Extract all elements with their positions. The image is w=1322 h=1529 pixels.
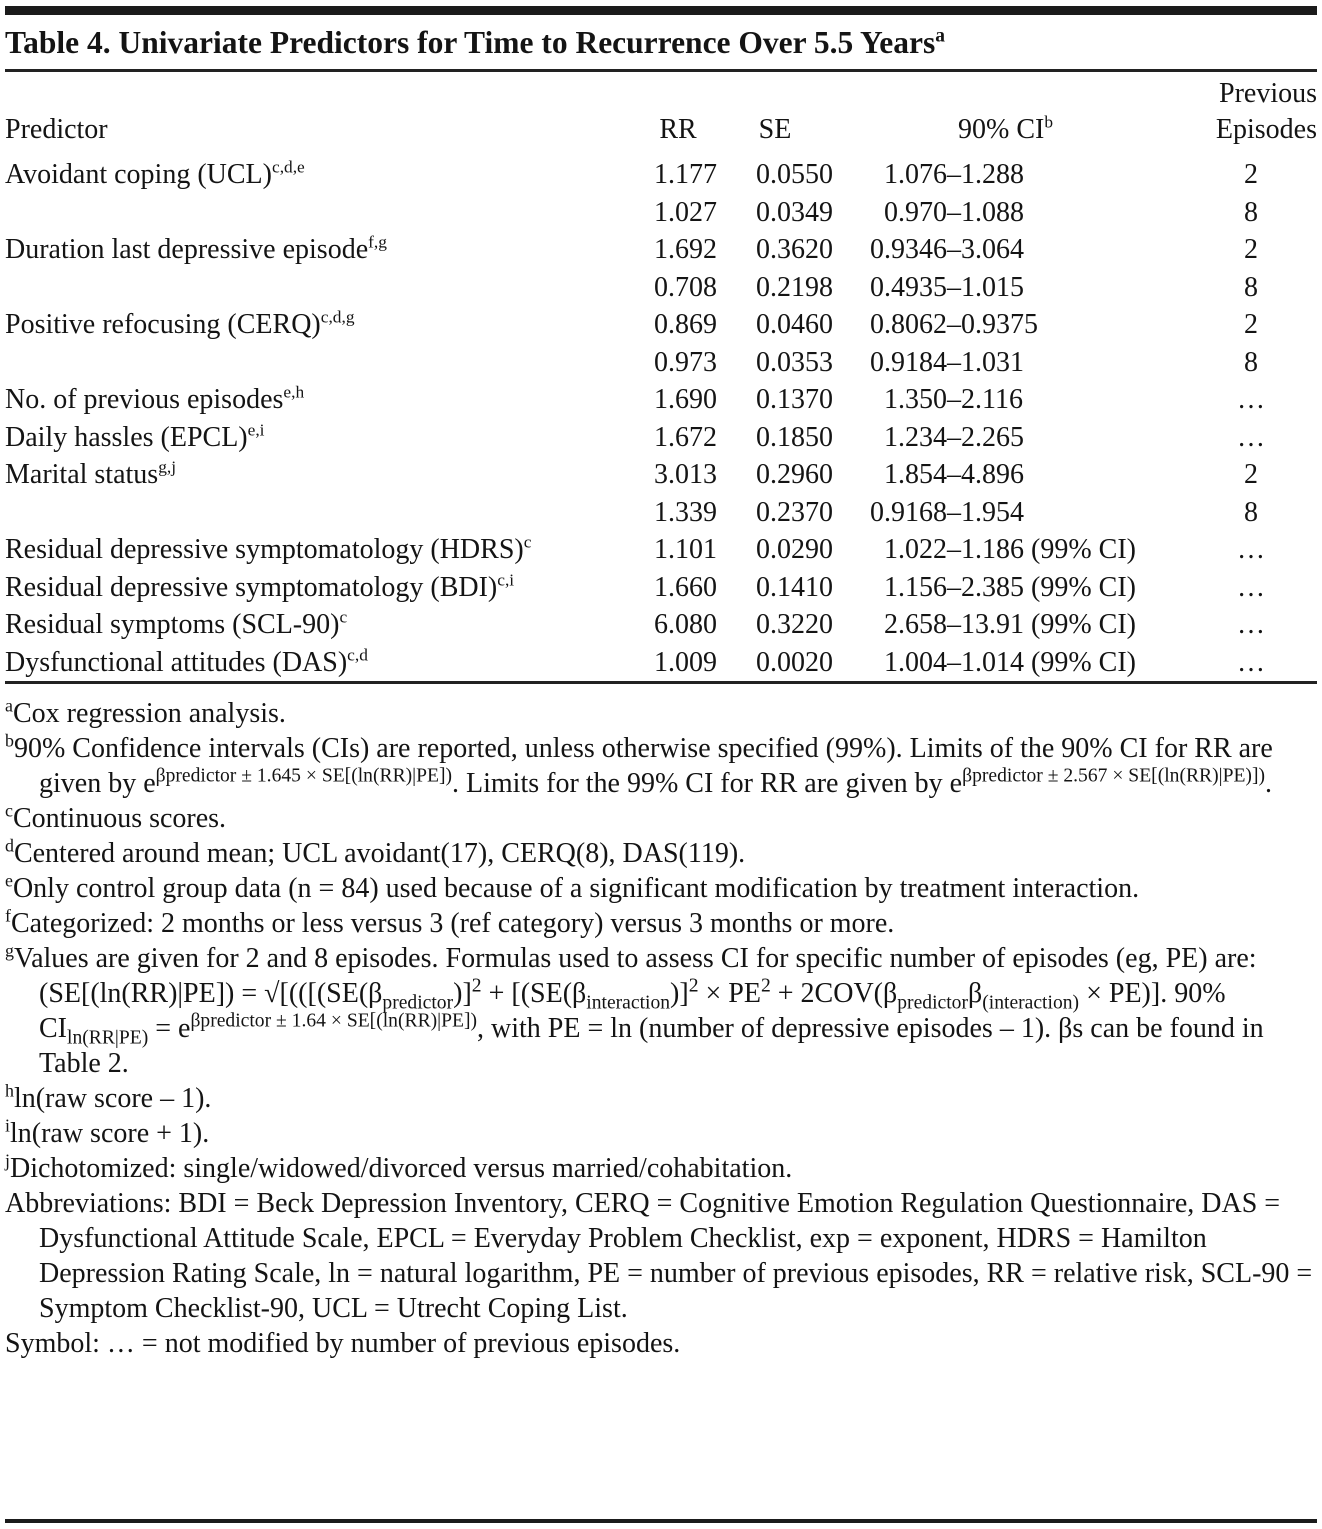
footnote-f <box>5 906 1317 941</box>
se-cell: 0.3620 <box>756 234 833 265</box>
footnote-marker: f <box>5 905 11 926</box>
rr-cell: 1.692 <box>654 234 717 265</box>
header-rr: RR <box>659 114 697 145</box>
se-cell: 0.0460 <box>756 309 833 340</box>
footnote-marker: a <box>5 695 13 716</box>
ci-high: 2.385 (99% CI) <box>961 571 1136 603</box>
predictor-cell <box>5 306 639 344</box>
footnote-h <box>5 1081 1317 1116</box>
table-row <box>5 606 1317 644</box>
footnote-i <box>5 1116 1317 1151</box>
footnote-text: Cox regression analysis. <box>12 698 286 729</box>
previous-episodes-cell: … <box>1237 571 1265 603</box>
ci-cell <box>833 531 1185 569</box>
ci-high: 1.288 <box>961 159 1024 190</box>
footnote-text: ln(raw score + 1). <box>9 1118 210 1149</box>
footnote-text: Continuous scores. <box>12 803 227 834</box>
table-title <box>5 15 1317 69</box>
previous-episodes-cell: … <box>1237 609 1265 640</box>
ci-high: 3.064 <box>961 234 1024 265</box>
ci-low: 0.8062– <box>870 309 961 340</box>
abbreviations-note <box>5 1186 1317 1326</box>
table-row <box>5 494 1317 532</box>
predictor-name: Residual symptoms (SCL-90) <box>5 609 340 640</box>
predictor-name: Avoidant coping (UCL) <box>5 159 272 190</box>
footnote-marker: d <box>5 835 14 856</box>
predictor-cell <box>5 231 639 269</box>
predictor-cell <box>5 569 639 607</box>
previous-episodes-cell: 2 <box>1244 159 1258 190</box>
se-cell: 0.0349 <box>756 196 833 228</box>
ci-low: 1.022– <box>884 534 961 565</box>
ci-cell <box>833 344 1185 382</box>
top-rule <box>5 6 1317 15</box>
footnote-marker: c <box>5 800 13 821</box>
ci-cell <box>833 381 1185 419</box>
predictor-cell <box>5 644 639 682</box>
symbol-note <box>5 1326 1317 1361</box>
footnote-text: Categorized: 2 months or less versus 3 (ref category) versus 3 months or more. <box>10 908 895 939</box>
se-cell: 0.2370 <box>756 496 833 528</box>
predictor-name: Duration last depressive episode <box>5 234 369 265</box>
rr-cell: 1.339 <box>654 496 717 528</box>
bottom-rule <box>5 1519 1317 1523</box>
table-row <box>5 381 1317 419</box>
ci-low: 0.9184– <box>870 346 961 378</box>
predictor-cell <box>5 194 639 232</box>
rr-cell: 1.660 <box>654 571 717 603</box>
previous-episodes-cell: … <box>1237 646 1265 678</box>
footnote-b <box>5 731 1317 801</box>
ci-cell <box>833 156 1185 194</box>
table-title-footnote-marker: a <box>935 25 945 47</box>
predictor-footnote-marker: c,d,e <box>271 157 305 177</box>
ci-high: 0.9375 <box>961 309 1038 340</box>
ci-cell <box>833 569 1185 607</box>
predictor-name: Marital status <box>5 459 159 490</box>
se-cell: 0.1850 <box>756 421 833 453</box>
ci-high: 1.031 <box>961 346 1024 378</box>
footnote-marker: h <box>5 1080 14 1101</box>
se-cell: 0.2960 <box>756 459 833 490</box>
rr-cell: 0.973 <box>654 346 717 378</box>
footnote-marker: g <box>5 940 14 961</box>
table-row <box>5 569 1317 607</box>
ci-cell <box>833 269 1185 307</box>
predictors-table <box>5 72 1317 681</box>
rr-cell: 0.708 <box>654 271 717 303</box>
footnote-text: Abbreviations: BDI = Beck Depression Inventory, CERQ = Cognitive Emotion Regulation Questionnaire, DAS = Dysfunctional Attitude Scale, EPCL = Everyday Problem Checklist, exp = exponent, HDRS = Hamilton Depression Rating Scale, ln = natural logarithm, PE = number of previous episodes, RR = relative risk, SCL-90 = Symptom Checklist-90, UCL = Utrecht Coping List. <box>5 1188 1313 1324</box>
ci-cell <box>833 419 1185 457</box>
ci-cell <box>833 306 1185 344</box>
rr-cell: 3.013 <box>654 459 717 490</box>
se-cell: 0.0550 <box>756 159 833 190</box>
predictor-cell <box>5 531 639 569</box>
predictor-footnote-marker: c <box>339 607 348 627</box>
previous-episodes-cell: 2 <box>1244 309 1258 340</box>
ci-high: 4.896 <box>961 459 1024 490</box>
ci-cell <box>833 456 1185 494</box>
ci-high: 1.015 <box>961 271 1024 303</box>
ci-cell <box>833 644 1185 682</box>
predictor-name: Residual depressive symptomatology (HDRS) <box>5 534 524 565</box>
previous-episodes-cell: 2 <box>1244 459 1258 490</box>
predictor-footnote-marker: e,i <box>247 420 265 440</box>
predictor-footnote-marker: c,d,g <box>320 307 355 327</box>
header-row <box>5 72 1317 156</box>
footnote-marker: j <box>5 1150 10 1171</box>
rr-cell: 1.009 <box>654 646 717 678</box>
predictor-name: No. of previous episodes <box>5 384 284 415</box>
rr-cell: 1.101 <box>654 534 717 565</box>
footnote-marker: b <box>5 730 14 751</box>
previous-episodes-cell: 8 <box>1244 346 1258 378</box>
previous-episodes-cell: 2 <box>1244 234 1258 265</box>
footnote-text: Centered around mean; UCL avoidant(17), CERQ(8), DAS(119). <box>13 838 746 869</box>
rr-cell: 1.027 <box>654 196 717 228</box>
footnote-text: ln(raw score – 1). <box>13 1083 212 1114</box>
ci-cell <box>833 231 1185 269</box>
table-row <box>5 231 1317 269</box>
ci-low: 1.234– <box>884 421 961 453</box>
header-se: SE <box>758 114 792 145</box>
previous-episodes-cell: … <box>1237 421 1265 453</box>
se-cell: 0.1370 <box>756 384 833 415</box>
ci-high: 13.91 (99% CI) <box>961 609 1136 640</box>
ci-low: 2.658– <box>884 609 961 640</box>
previous-episodes-cell: 8 <box>1244 271 1258 303</box>
table-row <box>5 156 1317 194</box>
header-ci-footnote-marker: b <box>1044 112 1054 132</box>
predictor-footnote-marker: c <box>523 532 532 552</box>
ci-cell <box>833 606 1185 644</box>
predictor-footnote-marker: c,i <box>497 570 515 590</box>
table-row <box>5 644 1317 682</box>
rr-cell: 0.869 <box>654 309 717 340</box>
ci-low: 1.004– <box>884 646 961 678</box>
predictor-footnote-marker: g,j <box>158 457 177 477</box>
ci-cell <box>833 194 1185 232</box>
header-pe-line2: Episodes <box>1215 114 1317 145</box>
predictor-cell <box>5 419 639 457</box>
footnote-c <box>5 801 1317 836</box>
table-body <box>5 156 1317 681</box>
ci-high: 1.186 (99% CI) <box>961 534 1136 565</box>
se-cell: 0.3220 <box>756 609 833 640</box>
previous-episodes-cell: 8 <box>1244 196 1258 228</box>
header-previous-episodes <box>1185 72 1317 156</box>
ci-low: 1.076– <box>884 159 961 190</box>
table-row <box>5 419 1317 457</box>
table-row <box>5 269 1317 307</box>
ci-high: 2.116 <box>961 384 1023 415</box>
header-pe-line1: Previous <box>1219 78 1317 109</box>
table-row <box>5 344 1317 382</box>
ci-high: 1.088 <box>961 196 1024 228</box>
table-title-text: Table 4. Univariate Predictors for Time to Recurrence Over 5.5 Years <box>5 25 936 60</box>
previous-episodes-cell: … <box>1237 384 1265 415</box>
header-predictor: Predictor <box>5 114 108 145</box>
ci-low: 1.350– <box>884 384 961 415</box>
footnote-g <box>5 941 1317 1081</box>
se-cell: 0.0290 <box>756 534 833 565</box>
footnote-text: Only control group data (n = 84) used because of a significant modification by treatment interaction. <box>12 873 1140 904</box>
ci-low: 1.854– <box>884 459 961 490</box>
predictor-cell <box>5 344 639 382</box>
footnote-marker: i <box>5 1115 10 1136</box>
ci-high: 2.265 <box>961 421 1024 453</box>
previous-episodes-cell: … <box>1237 534 1265 565</box>
predictor-name: Daily hassles (EPCL) <box>5 421 248 453</box>
table-row <box>5 194 1317 232</box>
predictor-cell <box>5 606 639 644</box>
rr-cell: 1.672 <box>654 421 717 453</box>
predictor-name: Positive refocusing (CERQ) <box>5 309 321 340</box>
header-ci-text: 90% CI <box>958 114 1045 145</box>
footnote-d <box>5 836 1317 871</box>
table-row <box>5 306 1317 344</box>
rr-cell: 1.177 <box>654 159 717 190</box>
footnote-text: Values are given for 2 and 8 episodes. Formulas used to assess CI for specific number of episodes (eg, PE) are: ($SE[(\ln(RR)|PE]) = √[(([(SE(\beta_{predictor})]^2 + [(SE(\beta_{interaction})]^2 \times PE^2 + 2COV(\beta_{predictor}\beta_{(interaction)} \times PE)]$. 90% $CI_{ln(RR|PE)} = e^{\beta predictor \pm 1.64 \times SE[(ln(RR)|PE])}$, with PE = ln (number of depressive episodes – 1). βs can be found in Table 2. <box>13 943 1264 1079</box>
ci-high: 1.014 (99% CI) <box>961 646 1136 678</box>
footnote-e <box>5 871 1317 906</box>
footnote-a <box>5 696 1317 731</box>
rr-cell: 6.080 <box>654 609 717 640</box>
ci-low: 0.9168– <box>870 496 961 528</box>
footnotes <box>5 684 1317 1361</box>
predictor-cell <box>5 494 639 532</box>
predictor-cell <box>5 269 639 307</box>
ci-low: 1.156– <box>884 571 961 603</box>
predictor-cell <box>5 381 639 419</box>
table-header <box>5 72 1317 156</box>
predictor-footnote-marker: e,h <box>283 382 305 402</box>
se-cell: 0.2198 <box>756 271 833 303</box>
se-cell: 0.1410 <box>756 571 833 603</box>
table-row <box>5 456 1317 494</box>
predictor-name: Residual depressive symptomatology (BDI) <box>5 571 498 603</box>
footnote-text: Symbol: … = not modified by number of previous episodes. <box>5 1328 681 1359</box>
predictor-cell <box>5 456 639 494</box>
header-ci <box>833 72 1185 156</box>
rr-cell: 1.690 <box>654 384 717 415</box>
footnote-text: Dichotomized: single/widowed/divorced versus married/cohabitation. <box>9 1153 793 1184</box>
ci-low: 0.970– <box>884 196 961 228</box>
se-cell: 0.0353 <box>756 346 833 378</box>
ci-cell <box>833 494 1185 532</box>
predictor-cell <box>5 156 639 194</box>
footnote-j <box>5 1151 1317 1186</box>
predictor-name: Dysfunctional attitudes (DAS) <box>5 646 348 678</box>
footnote-text: 90% Confidence intervals (CIs) are reported, unless otherwise specified (99%). Limits of the 90% CI for RR are given by $e^{\beta predictor \pm 1.645 \times SE[(ln(RR)|PE])}$. Limits for the 99% CI for RR are given by $e^{\beta predictor \pm 2.567 \times SE[(ln(RR)|PE)])}$. <box>13 733 1273 799</box>
predictor-footnote-marker: f,g <box>368 232 387 252</box>
ci-high: 1.954 <box>961 496 1024 528</box>
ci-low: 0.4935– <box>870 271 961 303</box>
ci-low: 0.9346– <box>870 234 961 265</box>
se-cell: 0.0020 <box>756 646 833 678</box>
footnote-marker: e <box>5 870 13 891</box>
table-row <box>5 531 1317 569</box>
previous-episodes-cell: 8 <box>1244 496 1258 528</box>
predictor-footnote-marker: c,d <box>347 645 368 665</box>
